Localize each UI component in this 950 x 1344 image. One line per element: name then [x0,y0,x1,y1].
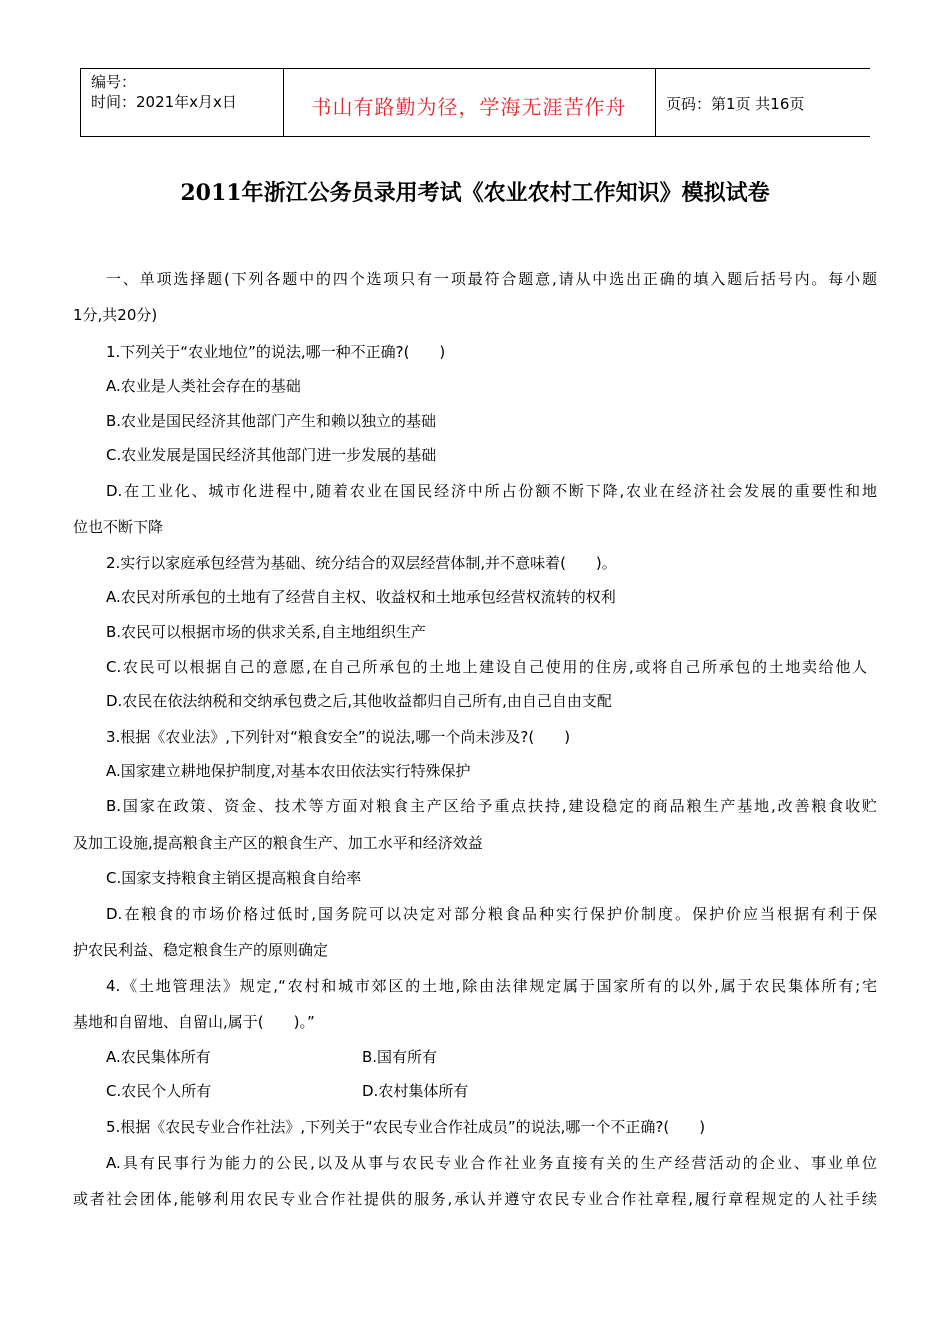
q3-option-d-cont: 护农民利益、稳定粮食生产的原则确定 [73,941,329,959]
q3-option-b-cont: 及加工设施,提高粮食主产区的粮食生产、加工水平和经济效益 [73,834,483,852]
serial-label: 编号： [91,73,137,91]
section-heading: 一、单项选择题(下列各题中的四个选项只有一项最符合题意,请从中选出正确的填入题后括号内。每小题 [106,270,877,288]
q2-option-d: D.农民在依法纳税和交纳承包费之后,其他收益都归自己所有,由自己自由支配 [106,692,612,710]
header-cell-meta [80,69,284,136]
q4-option-b: B.国有所有 [362,1048,438,1066]
q3-option-a: A.国家建立耕地保护制度,对基本农田依法实行特殊保护 [106,762,471,780]
q2-option-a: A.农民对所承包的土地有了经营自主权、收益权和土地承包经营权流转的权利 [106,588,616,606]
question-3: 3.根据《农业法》,下列针对“粮食安全”的说法,哪一个尚未涉及?( ) [106,728,571,746]
page-info: 页码：第1页 共16页 [666,95,805,113]
header-cell-page [656,69,870,136]
q1-option-b: B.农业是国民经济其他部门产生和赖以独立的基础 [106,412,437,430]
question-4: 4.《土地管理法》规定,“农村和城市郊区的土地,除由法律规定属于国家所有的以外,属于农民集体所有;宅 [106,977,877,995]
motto-text: 书山有路勤为径，学海无涯苦作舟 [311,95,627,119]
q3-option-d: D.在粮食的市场价格过低时,国务院可以决定对部分粮食品种实行保护价制度。保护价应当根据有利于保 [106,905,877,923]
header-cell-motto [283,69,656,136]
q4-option-a: A.农民集体所有 [106,1048,211,1066]
header-table [80,68,870,137]
document-title: 2011年浙江公务员录用考试《农业农村工作知识》模拟试卷 [180,180,770,206]
q1-option-d: D.在工业化、城市化进程中,随着农业在国民经济中所占份额不断下降,农业在经济社会发展的重要性和地 [106,482,877,500]
question-5: 5.根据《农民专业合作社法》,下列关于“农民专业合作社成员”的说法,哪一个不正确?( ) [106,1118,706,1136]
q4-option-d: D.农村集体所有 [362,1082,469,1100]
question-2: 2.实行以家庭承包经营为基础、统分结合的双层经营体制,并不意味着( )。 [106,554,617,572]
q4-option-c: C.农民个人所有 [106,1082,212,1100]
q1-option-d-cont: 位也不断下降 [73,518,164,536]
question-1: 1.下列关于“农业地位”的说法,哪一种不正确?( ) [106,343,446,361]
q5-option-a-cont: 或者社会团体,能够利用农民专业合作社提供的服务,承认并遵守农民专业合作社章程,履行章程规定的人社手续 [73,1190,877,1208]
section-heading-cont: 1分,共20分) [73,306,158,324]
q1-option-a: A.农业是人类社会存在的基础 [106,377,301,395]
q2-option-b: B.农民可以根据市场的供求关系,自主地组织生产 [106,623,426,641]
q2-option-c: C.农民可以根据自己的意愿,在自己所承包的土地上建设自己使用的住房,或将自己所承包的土地卖给他人 [106,658,867,676]
q3-option-b: B.国家在政策、资金、技术等方面对粮食主产区给予重点扶持,建设稳定的商品粮生产基地,改善粮食收贮 [106,797,877,815]
q5-option-a: A.具有民事行为能力的公民,以及从事与农民专业合作社业务直接有关的生产经营活动的企业、事业单位 [106,1154,877,1172]
date-label: 时间：2021年x月x日 [91,93,237,111]
q3-option-c: C.国家支持粮食主销区提高粮食自给率 [106,869,362,887]
q1-option-c: C.农业发展是国民经济其他部门进一步发展的基础 [106,446,437,464]
question-4-cont: 基地和自留地、自留山,属于( )。” [73,1013,315,1031]
